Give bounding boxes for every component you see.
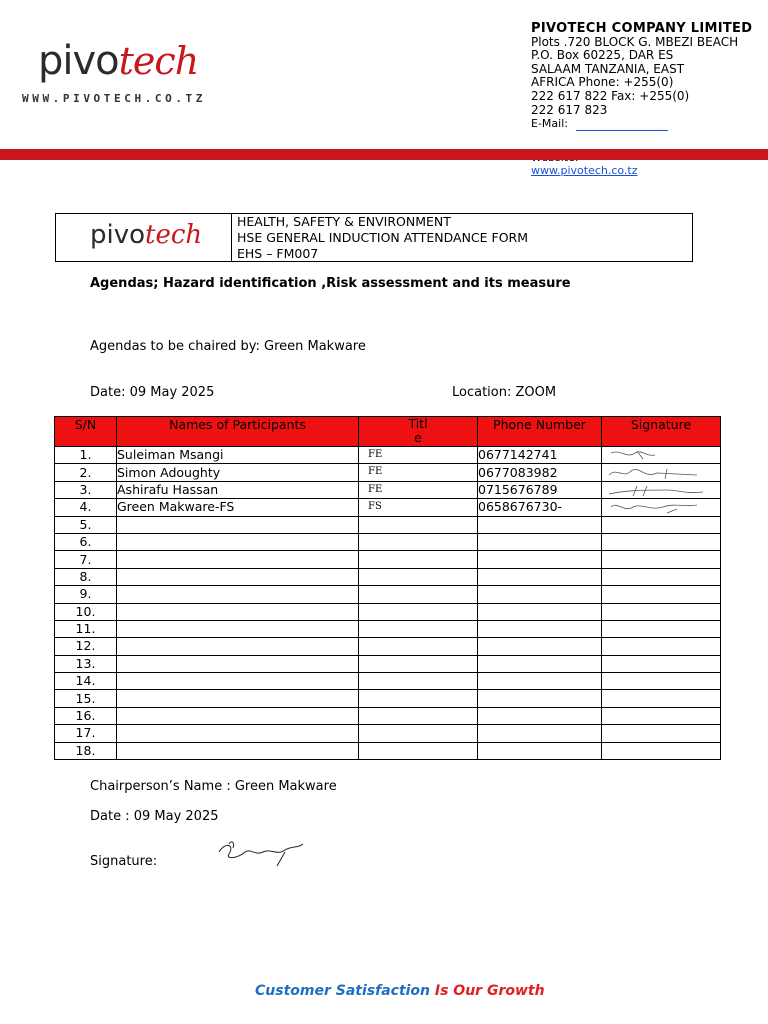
row-sn: 4. bbox=[55, 499, 117, 516]
signature-scribble bbox=[602, 482, 712, 498]
row-phone bbox=[478, 742, 602, 759]
header-red-bar bbox=[0, 149, 768, 160]
row-signature bbox=[602, 673, 721, 690]
address-line: SALAAM TANZANIA, EAST bbox=[531, 61, 685, 76]
row-signature bbox=[602, 447, 721, 464]
row-title bbox=[359, 673, 478, 690]
row-name bbox=[117, 603, 359, 620]
row-signature bbox=[602, 655, 721, 672]
row-phone bbox=[478, 551, 602, 568]
row-sn: 15. bbox=[55, 690, 117, 707]
row-name: Green Makware-FS bbox=[117, 499, 359, 516]
row-title bbox=[359, 655, 478, 672]
table-row bbox=[55, 586, 721, 603]
row-name: Suleiman Msangi bbox=[117, 447, 359, 464]
row-phone bbox=[478, 707, 602, 724]
row-name bbox=[117, 690, 359, 707]
table-row bbox=[55, 742, 721, 759]
row-name bbox=[117, 655, 359, 672]
row-sn: 13. bbox=[55, 655, 117, 672]
header-sn: S/N bbox=[55, 417, 117, 447]
row-signature bbox=[602, 464, 721, 481]
row-signature bbox=[602, 725, 721, 742]
header-signature: Signature bbox=[602, 417, 721, 447]
table-row bbox=[55, 620, 721, 637]
row-signature bbox=[602, 742, 721, 759]
row-sn: 12. bbox=[55, 638, 117, 655]
form-header-box bbox=[55, 213, 693, 262]
attendance-table bbox=[54, 416, 721, 760]
row-phone bbox=[478, 690, 602, 707]
table-row bbox=[55, 673, 721, 690]
row-phone bbox=[478, 603, 602, 620]
row-sn: 16. bbox=[55, 707, 117, 724]
row-name bbox=[117, 673, 359, 690]
row-signature bbox=[602, 568, 721, 585]
footer-slogan-part2: Is Our Growth bbox=[434, 983, 545, 999]
row-name bbox=[117, 638, 359, 655]
row-phone bbox=[478, 568, 602, 585]
row-title bbox=[359, 568, 478, 585]
row-sn: 7. bbox=[55, 551, 117, 568]
row-title bbox=[359, 690, 478, 707]
row-title: FE bbox=[359, 447, 478, 464]
address-line: P.O. Box 60225, DAR ES bbox=[531, 48, 674, 63]
row-sn: 14. bbox=[55, 673, 117, 690]
row-title: FE bbox=[359, 481, 478, 498]
row-signature bbox=[602, 586, 721, 603]
row-title: FE bbox=[359, 464, 478, 481]
row-title bbox=[359, 516, 478, 533]
row-name bbox=[117, 516, 359, 533]
row-sn: 3. bbox=[55, 481, 117, 498]
header-title-text: Titl e bbox=[408, 416, 428, 445]
row-phone: 0658676730- bbox=[478, 499, 602, 516]
row-phone bbox=[478, 516, 602, 533]
email-row bbox=[531, 117, 752, 131]
header-title bbox=[359, 417, 478, 447]
row-sn: 5. bbox=[55, 516, 117, 533]
table-row bbox=[55, 655, 721, 672]
row-title bbox=[359, 725, 478, 742]
row-name bbox=[117, 725, 359, 742]
row-sn: 10. bbox=[55, 603, 117, 620]
table-row bbox=[55, 725, 721, 742]
row-sn: 17. bbox=[55, 725, 117, 742]
row-signature bbox=[602, 620, 721, 637]
signature-scribble bbox=[602, 465, 712, 481]
logo-text-pivo: pivo bbox=[38, 38, 119, 84]
row-name bbox=[117, 551, 359, 568]
row-title bbox=[359, 742, 478, 759]
row-title bbox=[359, 638, 478, 655]
table-row bbox=[55, 481, 721, 498]
row-name bbox=[117, 707, 359, 724]
table-row bbox=[55, 638, 721, 655]
table-row bbox=[55, 516, 721, 533]
company-name: PIVOTECH COMPANY LIMITED bbox=[531, 21, 753, 36]
row-name bbox=[117, 533, 359, 550]
row-name bbox=[117, 742, 359, 759]
address-lines bbox=[531, 36, 752, 118]
logo-text-tech: tech bbox=[118, 39, 199, 83]
agenda-title: Agendas; Hazard identification ,Risk assessment and its measure bbox=[90, 276, 571, 291]
form-logo-tech: tech bbox=[145, 220, 203, 250]
row-phone bbox=[478, 533, 602, 550]
footer-slogan bbox=[255, 983, 545, 999]
row-name bbox=[117, 568, 359, 585]
row-sn: 11. bbox=[55, 620, 117, 637]
row-sn: 2. bbox=[55, 464, 117, 481]
meeting-date: Date: 09 May 2025 bbox=[90, 385, 215, 400]
website-link[interactable]: www.pivotech.co.tz bbox=[531, 164, 638, 178]
row-sn: 6. bbox=[55, 533, 117, 550]
row-phone bbox=[478, 638, 602, 655]
header-phone: Phone Number bbox=[478, 417, 602, 447]
row-phone bbox=[478, 725, 602, 742]
row-signature bbox=[602, 499, 721, 516]
company-logo bbox=[38, 38, 198, 84]
row-signature bbox=[602, 516, 721, 533]
table-header-row bbox=[55, 417, 721, 447]
row-phone: 0677083982 bbox=[478, 464, 602, 481]
row-phone: 0715676789 bbox=[478, 481, 602, 498]
table-row bbox=[55, 568, 721, 585]
address-line: 222 617 822 Fax: +255(0) bbox=[531, 88, 690, 103]
row-title bbox=[359, 603, 478, 620]
table-row bbox=[55, 551, 721, 568]
chair-date: Date : 09 May 2025 bbox=[90, 809, 219, 824]
form-logo-pivo: pivo bbox=[90, 220, 146, 250]
email-label: E-Mail: bbox=[531, 117, 568, 131]
header-names: Names of Participants bbox=[117, 417, 359, 447]
form-header-line-3: EHS – FM007 bbox=[237, 246, 319, 261]
table-row bbox=[55, 690, 721, 707]
row-signature bbox=[602, 603, 721, 620]
row-name bbox=[117, 586, 359, 603]
row-signature bbox=[602, 707, 721, 724]
address-line: AFRICA Phone: +255(0) bbox=[531, 75, 674, 90]
table-row bbox=[55, 533, 721, 550]
signature-label: Signature: bbox=[90, 854, 158, 869]
logo-url-text: WWW.PIVOTECH.CO.TZ bbox=[22, 92, 207, 105]
row-title bbox=[359, 551, 478, 568]
row-signature bbox=[602, 638, 721, 655]
signature-scribble bbox=[602, 499, 712, 515]
attendance-table-body bbox=[55, 447, 721, 760]
form-logo bbox=[90, 220, 202, 250]
row-title: FS bbox=[359, 499, 478, 516]
table-row bbox=[55, 464, 721, 481]
footer-slogan-part1: Customer Satisfaction bbox=[255, 983, 431, 999]
row-sn: 18. bbox=[55, 742, 117, 759]
row-name: Simon Adoughty bbox=[117, 464, 359, 481]
table-row bbox=[55, 707, 721, 724]
form-header-divider bbox=[231, 214, 232, 261]
row-phone bbox=[478, 586, 602, 603]
row-title bbox=[359, 620, 478, 637]
form-header-text bbox=[237, 214, 528, 262]
table-row bbox=[55, 603, 721, 620]
chairperson-signature bbox=[215, 838, 307, 870]
address-line: 222 617 823 bbox=[531, 102, 608, 117]
chaired-by: Agendas to be chaired by: Green Makware bbox=[90, 339, 366, 354]
form-header-line-1: HEALTH, SAFETY & ENVIRONMENT bbox=[237, 214, 451, 229]
row-title bbox=[359, 707, 478, 724]
form-header-line-2: HSE GENERAL INDUCTION ATTENDANCE FORM bbox=[237, 230, 529, 245]
row-name: Ashirafu Hassan bbox=[117, 481, 359, 498]
row-title bbox=[359, 533, 478, 550]
address-line: Plots .720 BLOCK G. MBEZI BEACH bbox=[531, 34, 739, 49]
row-phone bbox=[478, 620, 602, 637]
row-signature bbox=[602, 481, 721, 498]
spacer bbox=[531, 131, 752, 151]
row-sn: 9. bbox=[55, 586, 117, 603]
row-phone bbox=[478, 673, 602, 690]
signature-scribble bbox=[602, 447, 712, 463]
row-signature bbox=[602, 551, 721, 568]
row-sn: 8. bbox=[55, 568, 117, 585]
table-row bbox=[55, 499, 721, 516]
row-signature bbox=[602, 690, 721, 707]
table-row bbox=[55, 447, 721, 464]
row-phone: 0677142741 bbox=[478, 447, 602, 464]
row-phone bbox=[478, 655, 602, 672]
row-signature bbox=[602, 533, 721, 550]
meeting-location: Location: ZOOM bbox=[452, 385, 557, 400]
email-blank-line bbox=[576, 130, 668, 131]
row-title bbox=[359, 586, 478, 603]
row-sn: 1. bbox=[55, 447, 117, 464]
chairperson-name: Chairperson’s Name : Green Makware bbox=[90, 779, 337, 794]
row-name bbox=[117, 620, 359, 637]
